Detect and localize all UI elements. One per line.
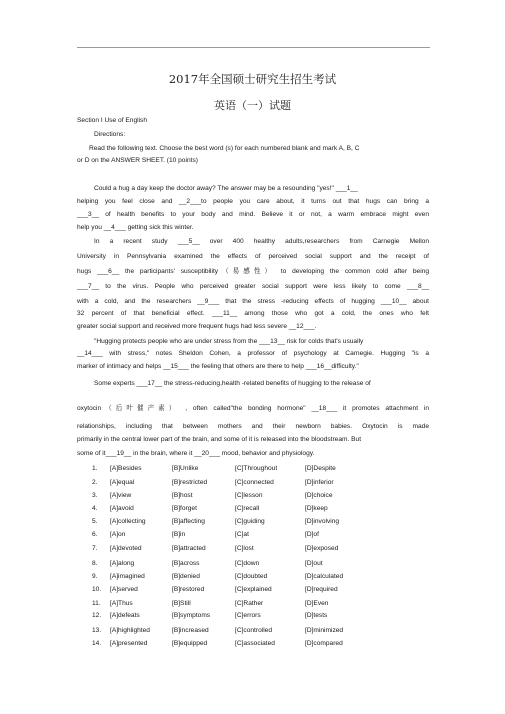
option-c: [C]lesson bbox=[235, 492, 263, 499]
option-a: [A]Besides bbox=[110, 465, 142, 472]
option-b: [B]symptoms bbox=[172, 612, 211, 619]
option-a: [A]devoted bbox=[110, 545, 142, 552]
option-a: [A]on bbox=[110, 531, 126, 538]
option-c: [C]doubted bbox=[235, 573, 268, 580]
question-number: 5. bbox=[92, 518, 98, 525]
question-number: 6. bbox=[92, 531, 98, 538]
option-a: [A]along bbox=[110, 560, 135, 567]
option-b: [B]forget bbox=[172, 505, 197, 512]
question-number: 2. bbox=[92, 479, 98, 486]
passage-line: some of it___19__ in the brain, where it __20___ mood, behavior and physiology. bbox=[77, 450, 315, 457]
option-c: [C]Throughout bbox=[235, 465, 278, 472]
option-b: [B]restricted bbox=[172, 479, 208, 486]
section-heading: Section I Use of English bbox=[77, 117, 148, 124]
option-c: [C]at bbox=[235, 531, 249, 538]
passage-line: relationships, including that between mothers and their newborn babies. Oxytocin is made bbox=[77, 423, 429, 430]
question-number: 4. bbox=[92, 505, 98, 512]
option-c: [C]recall bbox=[235, 505, 260, 512]
option-c: [C]down bbox=[235, 560, 260, 567]
option-c: [C]associated bbox=[235, 640, 275, 647]
option-c: [C]connected bbox=[235, 479, 274, 486]
option-b: [B]denied bbox=[172, 573, 200, 580]
option-a: [A]view bbox=[110, 492, 132, 499]
option-b: [B]equipped bbox=[172, 640, 208, 647]
option-a: [A]Thus bbox=[110, 600, 133, 607]
question-number: 11. bbox=[92, 600, 101, 607]
option-c: [C]Rather bbox=[235, 600, 264, 607]
passage-line: helping you feel close and __2___to people you care about, it turns out that hugs can bring a bbox=[77, 198, 429, 205]
option-d: [D]exposed bbox=[305, 545, 339, 552]
option-d: [D]Despite bbox=[305, 465, 336, 472]
option-a: [A]avoid bbox=[110, 505, 134, 512]
question-number: 1. bbox=[92, 465, 98, 472]
directions-label: Directions: bbox=[94, 131, 126, 138]
option-c: [C]lost bbox=[235, 545, 254, 552]
option-b: [B]host bbox=[172, 492, 193, 499]
option-a: [A]defeats bbox=[110, 612, 140, 619]
passage-line: __14___ with stress," notes Sheldon Cohen, a professor of psychology at Carnegie. Hugging "is a bbox=[77, 350, 429, 357]
passage-line: help you __4___ getting sick this winter. bbox=[77, 224, 194, 231]
question-number: 8. bbox=[92, 560, 98, 567]
passage-line: hugs ___6__ the participants' susceptibility（易感性） to developing the common cold after being bbox=[77, 268, 429, 275]
question-number: 12. bbox=[92, 612, 102, 619]
question-number: 14. bbox=[92, 640, 102, 647]
option-b: [B]restored bbox=[172, 586, 205, 593]
option-d: [D]choice bbox=[305, 492, 333, 499]
exam-subtitle: 英语（一）试题 bbox=[214, 99, 291, 112]
question-number: 3. bbox=[92, 492, 98, 499]
passage-line: Some experts ___17__ the stress-reducing,health -related benefits of hugging to the release of bbox=[94, 380, 371, 387]
passage-line: ___3__ of health benefits to your body and mind. Believe it or not, a warm embrace might even bbox=[77, 211, 429, 218]
passage-line: marker of intimacy and helps __15___ the feeling that others are there to help ___16__difficulty." bbox=[77, 363, 359, 370]
option-d: [D]Even bbox=[305, 600, 329, 607]
option-a: [A]presented bbox=[110, 640, 148, 647]
option-b: [B]affecting bbox=[172, 518, 205, 525]
option-b: [B]attracted bbox=[172, 545, 206, 552]
question-number: 13. bbox=[92, 627, 102, 634]
option-c: [C]guiding bbox=[235, 518, 265, 525]
option-d: [D]involving bbox=[305, 518, 340, 525]
passage-line: oxytocin（后叶催产素） , often called"the bonding hormone" __18___ it promotes attachment in bbox=[77, 405, 429, 412]
option-b: [B]across bbox=[172, 560, 200, 567]
option-d: [D]of bbox=[305, 531, 319, 538]
option-a: [A]served bbox=[110, 586, 138, 593]
directions-line-2: or D on the ANSWER SHEET. (10 points) bbox=[77, 157, 198, 164]
question-number: 10. bbox=[92, 586, 102, 593]
question-number: 9. bbox=[92, 573, 98, 580]
option-d: [D]inferior bbox=[305, 479, 334, 486]
passage-line: University in Pennsylvania examined the effects of perceived social support and the receipt of bbox=[77, 253, 429, 260]
option-b: [B]Unlike bbox=[172, 465, 199, 472]
option-d: [D]keep bbox=[305, 505, 328, 512]
option-d: [D]required bbox=[305, 586, 338, 593]
option-a: [A]imagined bbox=[110, 573, 145, 580]
directions-line-1: Read the following text. Choose the best word (s) for each numbered blank and mark A, B, C bbox=[89, 145, 360, 152]
passage-line: 32 percent of that beneficial effect. ___11__ among those who got a cold, the ones who felt bbox=[77, 310, 429, 317]
option-a: [A]highlighted bbox=[110, 627, 150, 634]
passage-line: In a recent study ___5__ over 400 healthy adults,researchers from Carnegie Mellon bbox=[94, 238, 429, 245]
option-b: [B]in bbox=[172, 531, 186, 538]
passage-line: primarily in the central lower part of the brain, and some of it is released into the bloodstream. But bbox=[77, 436, 362, 443]
option-d: [D]compared bbox=[305, 640, 343, 647]
option-d: [D]calculated bbox=[305, 573, 344, 580]
top-rule bbox=[77, 47, 430, 48]
exam-title: 2017年全国硕士研究生招生考试 bbox=[168, 72, 337, 86]
option-c: [C]explained bbox=[235, 586, 272, 593]
passage-line: "Hugging protects people who are under stress from the ___13__ risk for colds that's usually bbox=[94, 338, 364, 345]
passage-line: Could a hug a day keep the doctor away? The answer may be a resounding "yes!" ___1__ bbox=[94, 185, 358, 192]
option-c: [C]controlled bbox=[235, 627, 273, 634]
option-d: [D]out bbox=[305, 560, 323, 567]
option-c: [C]errors bbox=[235, 612, 261, 619]
option-b: [B]Still bbox=[172, 600, 191, 607]
question-number: 7. bbox=[92, 545, 98, 552]
option-d: [D]tests bbox=[305, 612, 328, 619]
option-a: [A]collecting bbox=[110, 518, 146, 525]
option-d: [D]minimized bbox=[305, 627, 344, 634]
passage-line: with a cold, and the researchers __9___ that the stress -reducing effects of hugging ___10__ about bbox=[77, 298, 429, 305]
option-b: [B]increased bbox=[172, 627, 209, 634]
option-a: [A]equal bbox=[110, 479, 135, 486]
passage-line: greater social support and received more frequent hugs had less severe __12___. bbox=[77, 323, 317, 330]
passage-line: ___7__ to the virus. People who perceived greater social support were less likely to come ___8__ bbox=[77, 283, 429, 290]
